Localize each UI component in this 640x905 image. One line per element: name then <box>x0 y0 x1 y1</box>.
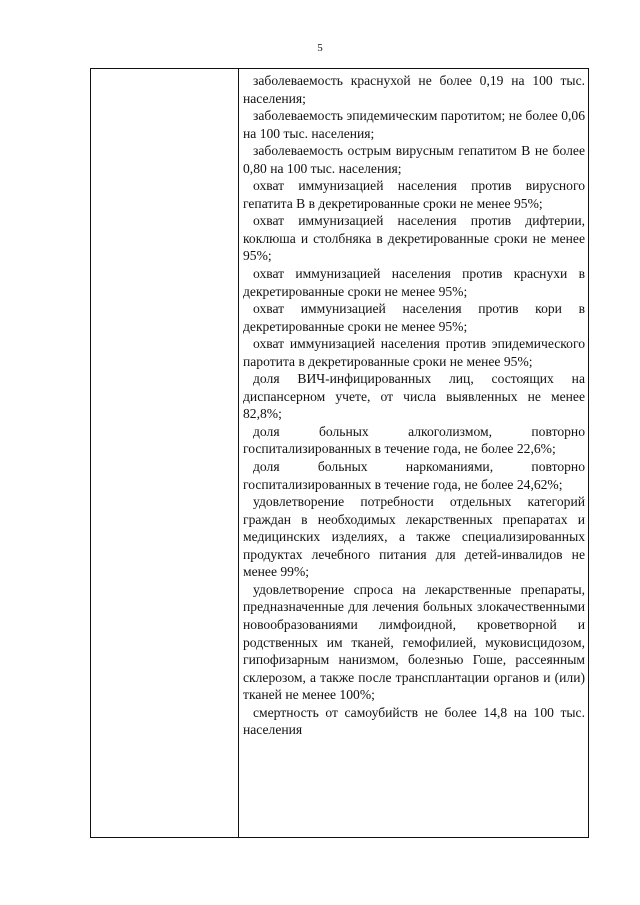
table-left-cell <box>91 69 239 837</box>
indicator-paragraph: охват иммунизацией населения против вирусного гепатита В в декретированные сроки не менее 95%; <box>243 178 585 211</box>
indicator-paragraph: заболеваемость краснухой не более 0,19 на 100 тыс. населения; <box>243 73 585 106</box>
indicator-paragraph: охват иммунизацией населения против кори в декретированные сроки не менее 95%; <box>243 301 585 334</box>
indicator-paragraph: охват иммунизацией населения против дифтерии, коклюша и столбняка в декретированные сроки не менее 95%; <box>243 213 585 264</box>
page-number: 5 <box>317 42 323 54</box>
indicator-paragraph: доля больных наркоманиями, повторно госпитализированных в течение года, не более 24,62%; <box>243 459 585 492</box>
indicator-paragraph: доля ВИЧ-инфицированных лиц, состоящих на диспансерном учете, от числа выявленных не менее 82,8%; <box>243 371 585 422</box>
document-table <box>90 68 589 838</box>
indicator-paragraph: заболеваемость эпидемическим паротитом; не более 0,06 на 100 тыс. населения; <box>243 108 585 141</box>
indicator-paragraph: заболеваемость острым вирусным гепатитом В не более 0,80 на 100 тыс. населения; <box>243 143 585 176</box>
indicator-paragraph: охват иммунизацией населения против краснухи в декретированные сроки не менее 95%; <box>243 266 585 299</box>
indicator-paragraph: смертность от самоубийств не более 14,8 на 100 тыс. населения <box>243 704 585 738</box>
table-right-cell <box>239 69 588 837</box>
indicator-paragraph: удовлетворение потребности отдельных категорий граждан в необходимых лекарственных препаратах и медицинских изделиях, а также специализированных продуктах лечебного питания для детей-инвалидов не менее 99%; <box>243 494 585 580</box>
indicator-paragraph: доля больных алкоголизмом, повторно госпитализированных в течение года, не более 22,6%; <box>243 423 585 457</box>
indicator-paragraph: удовлетворение спроса на лекарственные препараты, предназначенные для лечения больных злокачественными новообразованиями лимфоидной, кроветворной и родственных им тканей, гемофилией, муковисцидозом, гипофизарным нанизмом, болезнью Гоше, рассеянным склерозом, а также после трансплантации органов и (или) тканей не менее 100%; <box>243 581 585 703</box>
indicator-paragraph: охват иммунизацией населения против эпидемического паротита в декретированные сроки не менее 95%; <box>243 336 585 369</box>
